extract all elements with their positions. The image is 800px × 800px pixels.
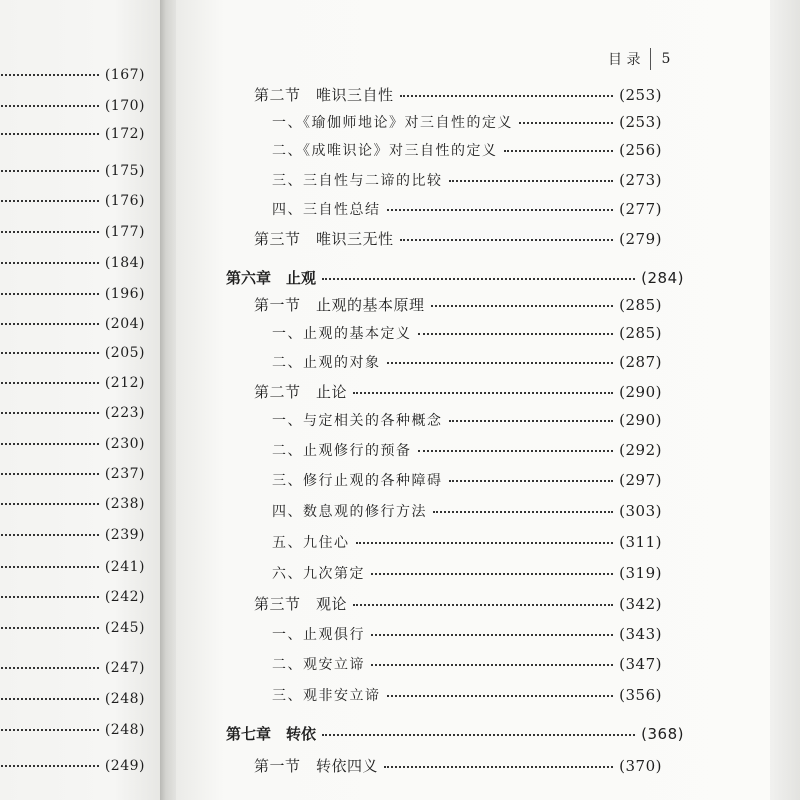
toc-item-title: 三、三自性与二谛的比较 bbox=[272, 173, 443, 189]
leader-dots bbox=[0, 293, 99, 295]
page-number: 5 bbox=[661, 51, 671, 67]
left-toc-row bbox=[0, 691, 145, 707]
leader-dots bbox=[387, 362, 614, 364]
toc-page-number: (170) bbox=[104, 98, 145, 114]
toc-page-number: (205) bbox=[104, 345, 145, 361]
left-toc-row bbox=[0, 722, 145, 738]
toc-item-row[interactable] bbox=[272, 140, 662, 160]
toc-item-title: 四、数息观的修行方法 bbox=[272, 504, 427, 520]
toc-page-number: (177) bbox=[104, 224, 145, 240]
leader-dots bbox=[0, 503, 99, 505]
leader-dots bbox=[431, 305, 614, 307]
toc-item-row[interactable] bbox=[272, 352, 662, 372]
toc-section-title: 第二节 止论 bbox=[254, 383, 348, 401]
leader-dots bbox=[0, 231, 99, 233]
toc-section-row[interactable] bbox=[254, 228, 662, 249]
toc-section-row[interactable] bbox=[254, 294, 662, 315]
toc-page-number: (256) bbox=[619, 141, 662, 159]
toc-page-number: (290) bbox=[619, 411, 662, 429]
toc-page-number: (273) bbox=[619, 171, 662, 189]
toc-item-row[interactable] bbox=[272, 501, 662, 521]
leader-dots bbox=[371, 664, 613, 666]
toc-section-title: 第二节 唯识三自性 bbox=[254, 86, 394, 104]
toc-item-title: 六、九次第定 bbox=[272, 566, 365, 582]
left-toc-row bbox=[0, 589, 145, 605]
toc-page-number: (297) bbox=[619, 471, 662, 489]
leader-dots bbox=[371, 634, 613, 636]
toc-page-number: (175) bbox=[104, 163, 145, 179]
left-toc-row bbox=[0, 224, 145, 240]
toc-section-title: 第三节 唯识三无性 bbox=[254, 230, 394, 248]
toc-page-number: (223) bbox=[104, 405, 145, 421]
toc-item-row[interactable] bbox=[272, 532, 662, 552]
leader-dots bbox=[0, 323, 99, 325]
leader-dots bbox=[371, 573, 613, 575]
left-toc-row bbox=[0, 255, 145, 271]
leader-dots bbox=[0, 133, 99, 135]
leader-dots bbox=[433, 511, 613, 513]
left-toc-row bbox=[0, 405, 145, 421]
toc-page-number: (343) bbox=[619, 625, 662, 643]
toc-page-number: (239) bbox=[104, 527, 145, 543]
toc-item-title: 一、与定相关的各种概念 bbox=[272, 413, 443, 429]
toc-item-title: 一、《瑜伽师地论》对三自性的定义 bbox=[272, 115, 513, 131]
toc-item-row[interactable] bbox=[272, 112, 662, 132]
toc-item-row[interactable] bbox=[272, 563, 662, 583]
left-toc-row bbox=[0, 375, 145, 391]
toc-chapter-row[interactable] bbox=[226, 267, 684, 288]
toc-item-row[interactable] bbox=[272, 624, 662, 644]
left-toc-row bbox=[0, 126, 145, 142]
leader-dots bbox=[0, 698, 99, 700]
toc-chapter-title: 第六章 止观 bbox=[226, 269, 317, 287]
leader-dots bbox=[0, 473, 99, 475]
toc-page-number: (303) bbox=[619, 502, 662, 520]
leader-dots bbox=[0, 74, 99, 76]
leader-dots bbox=[0, 566, 99, 568]
toc-page-number: (184) bbox=[104, 255, 145, 271]
left-toc-row bbox=[0, 316, 145, 332]
toc-page-number: (284) bbox=[641, 269, 684, 287]
leader-dots bbox=[0, 262, 99, 264]
leader-dots bbox=[400, 95, 614, 97]
toc-section-title: 第一节 止观的基本原理 bbox=[254, 296, 425, 314]
toc-page-number: (247) bbox=[104, 660, 145, 676]
leader-dots bbox=[356, 542, 614, 544]
header-divider bbox=[650, 48, 651, 70]
leader-dots bbox=[353, 392, 613, 394]
toc-item-row[interactable] bbox=[272, 199, 662, 219]
leader-dots bbox=[0, 596, 99, 598]
left-toc-row bbox=[0, 436, 145, 452]
leader-dots bbox=[0, 443, 99, 445]
toc-page-number: (212) bbox=[104, 375, 145, 391]
toc-section-title: 第一节 转依四义 bbox=[254, 757, 379, 775]
leader-dots bbox=[384, 766, 613, 768]
toc-page-number: (347) bbox=[619, 655, 662, 673]
left-toc-row bbox=[0, 345, 145, 361]
toc-page-number: (242) bbox=[104, 589, 145, 605]
leader-dots bbox=[0, 352, 99, 354]
toc-item-row[interactable] bbox=[272, 410, 662, 430]
toc-page-number: (368) bbox=[641, 725, 684, 743]
toc-page-number: (176) bbox=[104, 193, 145, 209]
toc-page-number: (245) bbox=[104, 620, 145, 636]
toc-section-row[interactable] bbox=[254, 84, 662, 105]
toc-page-number: (249) bbox=[104, 758, 145, 774]
left-toc-row bbox=[0, 496, 145, 512]
toc-item-title: 三、观非安立谛 bbox=[272, 688, 381, 704]
leader-dots bbox=[0, 382, 99, 384]
toc-page-number: (204) bbox=[104, 316, 145, 332]
toc-page-number: (253) bbox=[619, 86, 662, 104]
toc-page-number: (248) bbox=[104, 691, 145, 707]
leader-dots bbox=[0, 534, 99, 536]
toc-item-title: 二、观安立谛 bbox=[272, 657, 365, 673]
toc-page-number: (290) bbox=[619, 383, 662, 401]
leader-dots bbox=[0, 765, 99, 767]
toc-item-row[interactable] bbox=[272, 440, 662, 460]
toc-page-number: (370) bbox=[619, 757, 662, 775]
toc-section-row[interactable] bbox=[254, 381, 662, 402]
toc-item-title: 四、三自性总结 bbox=[272, 202, 381, 218]
leader-dots bbox=[449, 420, 614, 422]
left-toc-row bbox=[0, 163, 145, 179]
leader-dots bbox=[387, 209, 614, 211]
toc-section-title: 第三节 观论 bbox=[254, 595, 348, 613]
toc-item-title: 三、修行止观的各种障碍 bbox=[272, 473, 443, 489]
toc-page-number: (253) bbox=[619, 113, 662, 131]
toc-item-title: 五、九住心 bbox=[272, 535, 350, 551]
toc-item-title: 一、止观的基本定义 bbox=[272, 326, 412, 342]
toc-page-number: (319) bbox=[619, 564, 662, 582]
leader-dots bbox=[449, 180, 614, 182]
running-header bbox=[608, 48, 670, 70]
left-toc-row bbox=[0, 620, 145, 636]
left-toc-row bbox=[0, 758, 145, 774]
toc-page-number: (285) bbox=[619, 296, 662, 314]
toc-page-number: (279) bbox=[619, 230, 662, 248]
leader-dots bbox=[504, 150, 614, 152]
toc-page-number: (248) bbox=[104, 722, 145, 738]
left-toc-row bbox=[0, 193, 145, 209]
leader-dots bbox=[353, 604, 613, 606]
toc-page-number: (237) bbox=[104, 466, 145, 482]
toc-chapter-title: 第七章 转依 bbox=[226, 725, 317, 743]
left-toc-row bbox=[0, 67, 145, 83]
left-toc-row bbox=[0, 286, 145, 302]
leader-dots bbox=[322, 734, 635, 736]
toc-item-title: 二、《成唯识论》对三自性的定义 bbox=[272, 143, 498, 159]
leader-dots bbox=[400, 239, 614, 241]
toc-page-number: (230) bbox=[104, 436, 145, 452]
toc-page-number: (196) bbox=[104, 286, 145, 302]
toc-page-number: (167) bbox=[104, 67, 145, 83]
toc-item-title: 二、止观修行的预备 bbox=[272, 443, 412, 459]
toc-page-number: (277) bbox=[619, 200, 662, 218]
leader-dots bbox=[0, 412, 99, 414]
left-toc-row bbox=[0, 98, 145, 114]
toc-item-row[interactable] bbox=[272, 654, 662, 674]
leader-dots bbox=[0, 105, 99, 107]
left-toc-row bbox=[0, 466, 145, 482]
toc-page-number: (285) bbox=[619, 324, 662, 342]
toc-page-number: (241) bbox=[104, 559, 145, 575]
left-toc-row bbox=[0, 527, 145, 543]
toc-page-number: (287) bbox=[619, 353, 662, 371]
toc-page-number: (238) bbox=[104, 496, 145, 512]
toc-item-title: 一、止观俱行 bbox=[272, 627, 365, 643]
leader-dots bbox=[0, 627, 99, 629]
leader-dots bbox=[0, 170, 99, 172]
page-edge bbox=[770, 0, 800, 800]
toc-item-row[interactable] bbox=[272, 170, 662, 190]
left-toc-row bbox=[0, 559, 145, 575]
leader-dots bbox=[418, 450, 614, 452]
right-page bbox=[176, 0, 780, 800]
leader-dots bbox=[0, 667, 99, 669]
leader-dots bbox=[322, 278, 635, 280]
toc-item-row[interactable] bbox=[272, 470, 662, 490]
toc-page-number: (172) bbox=[104, 126, 145, 142]
toc-section-row[interactable] bbox=[254, 755, 662, 776]
toc-chapter-row[interactable] bbox=[226, 723, 684, 744]
leader-dots bbox=[449, 480, 614, 482]
toc-page-number: (311) bbox=[619, 533, 662, 551]
toc-item-title: 二、止观的对象 bbox=[272, 355, 381, 371]
toc-page-number: (356) bbox=[619, 686, 662, 704]
leader-dots bbox=[519, 122, 613, 124]
leader-dots bbox=[387, 695, 614, 697]
toc-item-row[interactable] bbox=[272, 685, 662, 705]
left-page bbox=[0, 0, 163, 800]
toc-item-row[interactable] bbox=[272, 323, 662, 343]
header-title: 目 录 bbox=[608, 52, 641, 68]
toc-page-number: (292) bbox=[619, 441, 662, 459]
toc-page-number: (342) bbox=[619, 595, 662, 613]
leader-dots bbox=[0, 200, 99, 202]
left-toc-row bbox=[0, 660, 145, 676]
toc-section-row[interactable] bbox=[254, 593, 662, 614]
leader-dots bbox=[0, 729, 99, 731]
leader-dots bbox=[418, 333, 614, 335]
